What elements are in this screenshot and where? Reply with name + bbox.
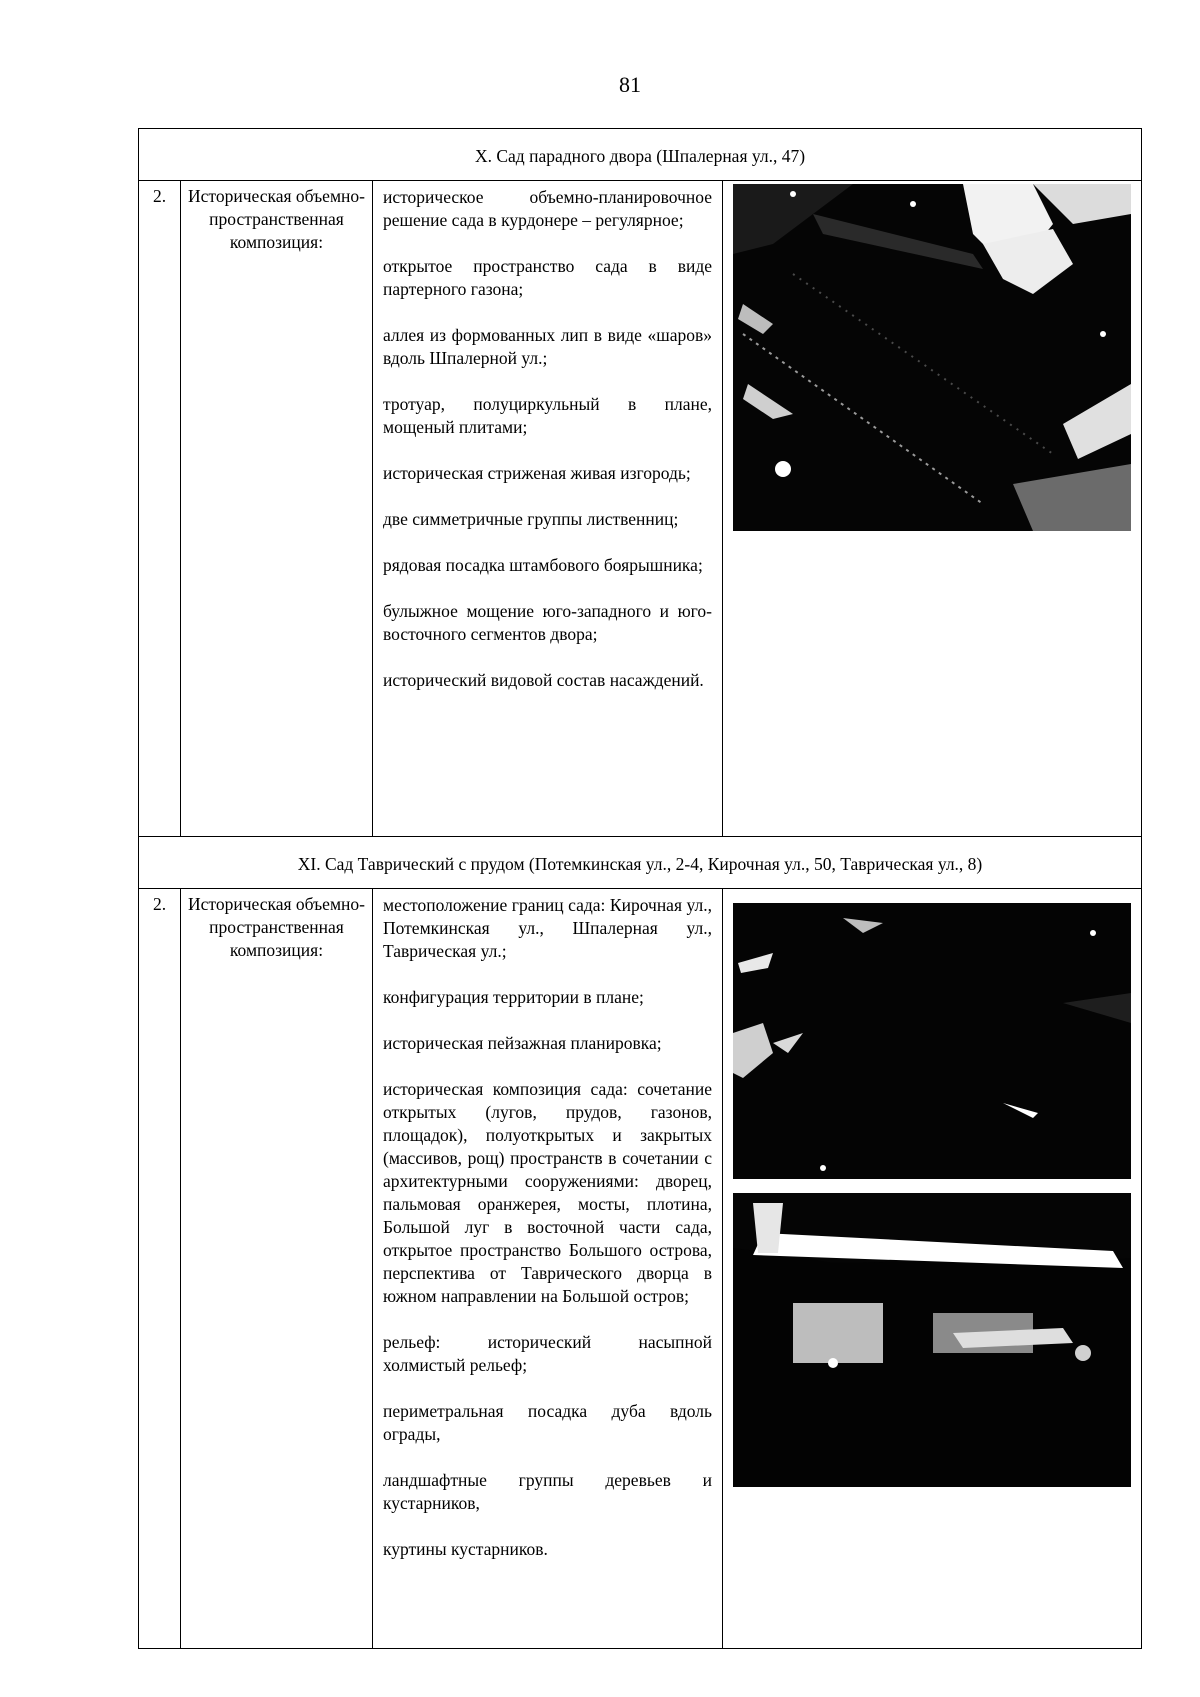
photo-garden-pond [733,903,1131,1179]
feature-item: булыжное мощение юго-западного и юго-восточного сегментов двора; [383,601,712,644]
feature-item: историческая композиция сада: сочетание открытых (лугов, прудов, газонов, площадок), полуоткрытых и закрытых (массивов, рощ) пространств в сочетании с архитектурными сооружениями: дворец, пальмовая оранжерея, мосты, плотина, Большой луг в восточной части сада, открытое пространство Большого острова, перспектива от Таврического дворца в южном направлении на Большой остров; [383,1079,712,1306]
page-number: 81 [619,72,641,97]
row-number: 2. [139,181,181,837]
feature-item: исторический видовой состав насаждений. [383,670,704,690]
feature-item: историческое объемно-планировочное решение сада в курдонере – регулярное; [383,187,712,230]
feature-item: историческая стриженая живая изгородь; [383,463,691,483]
feature-item: аллея из формованных лип в виде «шаров» вдоль Шпалерной ул.; [383,325,712,368]
feature-item: куртины кустарников. [383,1539,548,1559]
feature-item: местоположение границ сада: Кирочная ул., Потемкинская ул., Шпалерная ул., Таврическая ул.; [383,895,712,961]
section-title-x: X. Сад парадного двора (Шпалерная ул., 47) [139,129,1142,181]
photo-cell [723,889,1142,1649]
feature-item: рельеф: исторический насыпной холмистый рельеф; [383,1332,712,1375]
feature-item: конфигурация территории в плане; [383,987,644,1007]
photo-tauride-palace [733,1193,1131,1487]
heritage-table [138,128,1142,1649]
feature-item: рядовая посадка штамбового боярышника; [383,555,703,575]
protected-features-list [373,181,723,837]
row-type-label: Историческая объемно-пространственная композиция: [181,181,373,837]
protected-features-list [373,889,723,1649]
aerial-photo-courtyard [733,184,1131,531]
row-type-label: Историческая объемно-пространственная композиция: [181,889,373,1649]
feature-item: ландшафтные группы деревьев и кустарников, [383,1470,712,1513]
feature-item: две симметричные группы лиственниц; [383,509,679,529]
feature-item: историческая пейзажная планировка; [383,1033,662,1053]
row-number: 2. [139,889,181,1649]
feature-item: открытое пространство сада в виде партерного газона; [383,256,712,299]
section-title-xi: XI. Сад Таврический с прудом (Потемкинская ул., 2-4, Кирочная ул., 50, Таврическая ул., 8) [139,837,1142,889]
photo-cell [723,181,1142,837]
feature-item: тротуар, полуциркульный в плане, мощеный плитами; [383,394,712,437]
feature-item: периметральная посадка дуба вдоль ограды, [383,1401,712,1444]
